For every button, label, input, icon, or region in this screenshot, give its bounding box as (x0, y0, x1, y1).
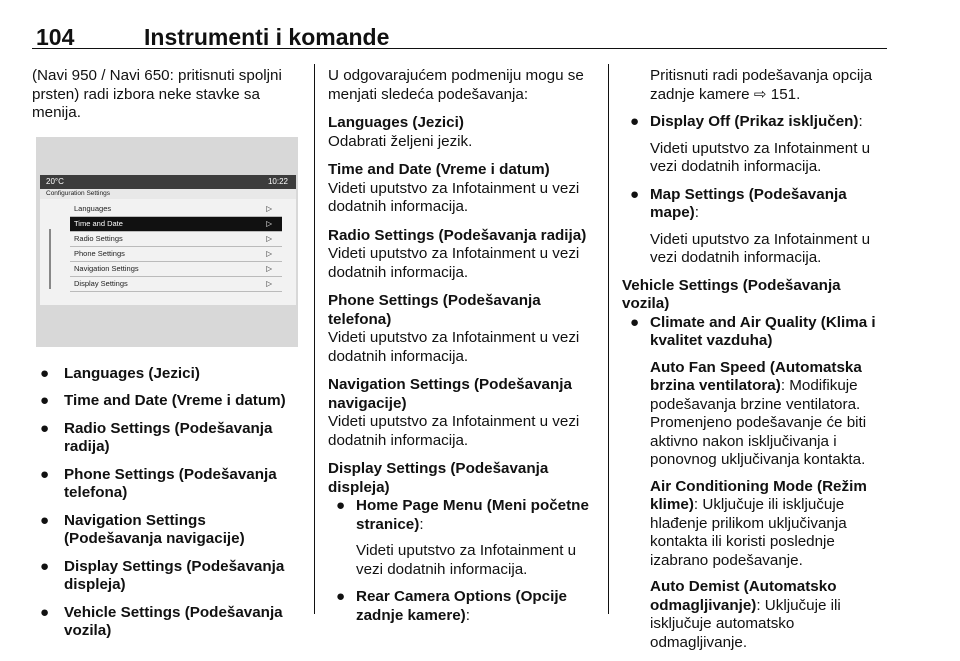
section-body: Videti uputstvo za Infotainment u vezi dodatnih informacija. (328, 245, 580, 281)
screen-display (40, 175, 296, 305)
list-item: ● Languages (Jezici) (40, 364, 200, 382)
chevron-right-icon: ▷ (266, 278, 272, 288)
section-heading: Radio Settings (Podešavanja radija) (328, 226, 587, 244)
column-2 (328, 67, 596, 634)
climate-para: Auto Fan Speed (Automatska brzina ventilatora): Modifikuje podešavanja brzine ventilatora. Promenjeno podešavanje će biti aktivno nakon isključivanja i ponovnog uključivanja kontakta. (650, 358, 867, 468)
page-header (32, 8, 887, 49)
item-body: Videti uputstvo za Infotainment u vezi dodatnih informacija. (356, 542, 577, 578)
page-number: 104 (36, 24, 75, 50)
page-title: Instrumenti i komande (144, 24, 390, 50)
screen-menu-item[interactable]: Navigation Settings ▷ (70, 262, 282, 277)
section-heading: Display Settings (Podešavanja displeja) (328, 460, 549, 496)
list-item: ● Time and Date (Vreme i datum) (40, 392, 286, 409)
column-divider (314, 64, 315, 614)
screen-clock: 10:22 (267, 176, 288, 186)
section-heading: Vehicle Settings (Podešavanja vozila) (622, 276, 841, 312)
screen-menu (40, 199, 296, 305)
column-divider (608, 64, 609, 614)
list-item: ● Radio Settings (Podešavanja radija) (40, 419, 273, 455)
climate-para: Auto Demist (Automatsko odmagljivanje): Uključuje ili isključuje automatsko odmagljivanje. (650, 578, 841, 651)
screen-menu-item[interactable]: Display Settings ▷ (70, 277, 282, 292)
list-item: ● Rear Camera Options (Opcije zadnje kamere): (336, 588, 568, 624)
screen-menu-item[interactable]: Phone Settings ▷ (70, 247, 282, 262)
display-settings-list-cont (622, 113, 890, 268)
screen-menu-item[interactable]: Languages ▷ (70, 202, 282, 217)
item-body: Videti uputstvo za Infotainment u vezi dodatnih informacija. (650, 139, 871, 175)
list-item: ● Phone Settings (Podešavanja telefona) (40, 465, 277, 501)
chevron-right-icon: ▷ (266, 203, 272, 213)
intro-text: (Navi 950 / Navi 650: pritisnuti spoljni prsten) radi izbora neke stavke sa menija. (32, 67, 282, 121)
infotainment-screenshot (36, 137, 298, 347)
column-3 (622, 67, 890, 661)
list-item: ● Display Off (Prikaz isključen): Videti uputstvo za Infotainment u vezi dodatnih informacija. (622, 113, 890, 177)
settings-list (32, 365, 302, 641)
list-item: ● Map Settings (Podešavanja mape): Videti uputstvo za Infotainment u vezi dodatnih informacija. (622, 186, 890, 268)
screen-menu-item[interactable]: Radio Settings ▷ (70, 232, 282, 247)
chevron-right-icon: ▷ (266, 233, 272, 243)
column-1 (32, 67, 302, 650)
list-item: ● Home Page Menu (Meni početne stranice): Videti uputstvo za Infotainment u vezi dodatnih informacija. (328, 497, 596, 579)
section-body: Videti uputstvo za Infotainment u vezi dodatnih informacija. (328, 179, 580, 215)
screen-temperature: 20°C (46, 176, 64, 186)
chevron-right-icon: ▷ (266, 248, 272, 258)
screen-title-bar (40, 189, 296, 199)
screen-scrollbar (49, 229, 51, 289)
list-item: ● Display Settings (Podešavanja displeja) (40, 557, 285, 593)
screen-menu-list (70, 202, 282, 292)
list-item: ● Vehicle Settings (Podešavanja vozila) (40, 603, 283, 639)
intro-text: U odgovarajućem podmeniju mogu se menjati sledeća podešavanja: (328, 67, 584, 103)
display-settings-list (328, 497, 596, 625)
screen-title: Configuration Settings (46, 189, 110, 197)
section-heading: Time and Date (Vreme i datum) (328, 161, 550, 178)
vehicle-settings-list (622, 314, 890, 653)
section-body: Videti uputstvo za Infotainment u vezi dodatnih informacija. (328, 413, 580, 449)
climate-para: Air Conditioning Mode (Režim klime): Uključuje ili isključuje hlađenje prilikom uključivanja kontakta ili koristi poslednje izabrano podešavanje. (650, 477, 867, 569)
item-body: Pritisnuti radi podešavanja opcija zadnje kamere ⇨ 151. (650, 67, 873, 103)
list-item: ● Climate and Air Quality (Klima i kvalitet vazduha) Auto Fan Speed (Automatska brzina ventilatora): Modifikuje podešavanja brzine ventilatora. Promenjeno podešavanje će biti aktivno nakon isključivanja i ponovnog uključivanja kontakta. Air Conditioning Mode (Režim klime): Uključuje ili isključuje hlađenje prilikom uključivanja kontakta ili koristi poslednje izabrano podešavanje. Auto Demist (Automatsko odmagljivanje): Uključuje ili isključuje automatsko odmagljivanje. (622, 314, 890, 653)
item-body: Videti uputstvo za Infotainment u vezi dodatnih informacija. (650, 230, 871, 266)
section-body: Odabrati željeni jezik. (328, 132, 473, 150)
section-body: Videti uputstvo za Infotainment u vezi dodatnih informacija. (328, 329, 580, 365)
section-heading: Languages (Jezici) (328, 114, 464, 131)
section-heading: Phone Settings (Podešavanja telefona) (328, 292, 541, 328)
screen-menu-item[interactable]: Time and Date ▷ (70, 217, 282, 232)
section-heading: Navigation Settings (Podešavanja navigacije) (328, 376, 572, 412)
chevron-right-icon: ▷ (266, 218, 272, 228)
list-item: ● Navigation Settings (Podešavanja navigacije) (40, 511, 245, 547)
screen-status-bar (40, 175, 296, 189)
chevron-right-icon: ▷ (266, 263, 272, 273)
